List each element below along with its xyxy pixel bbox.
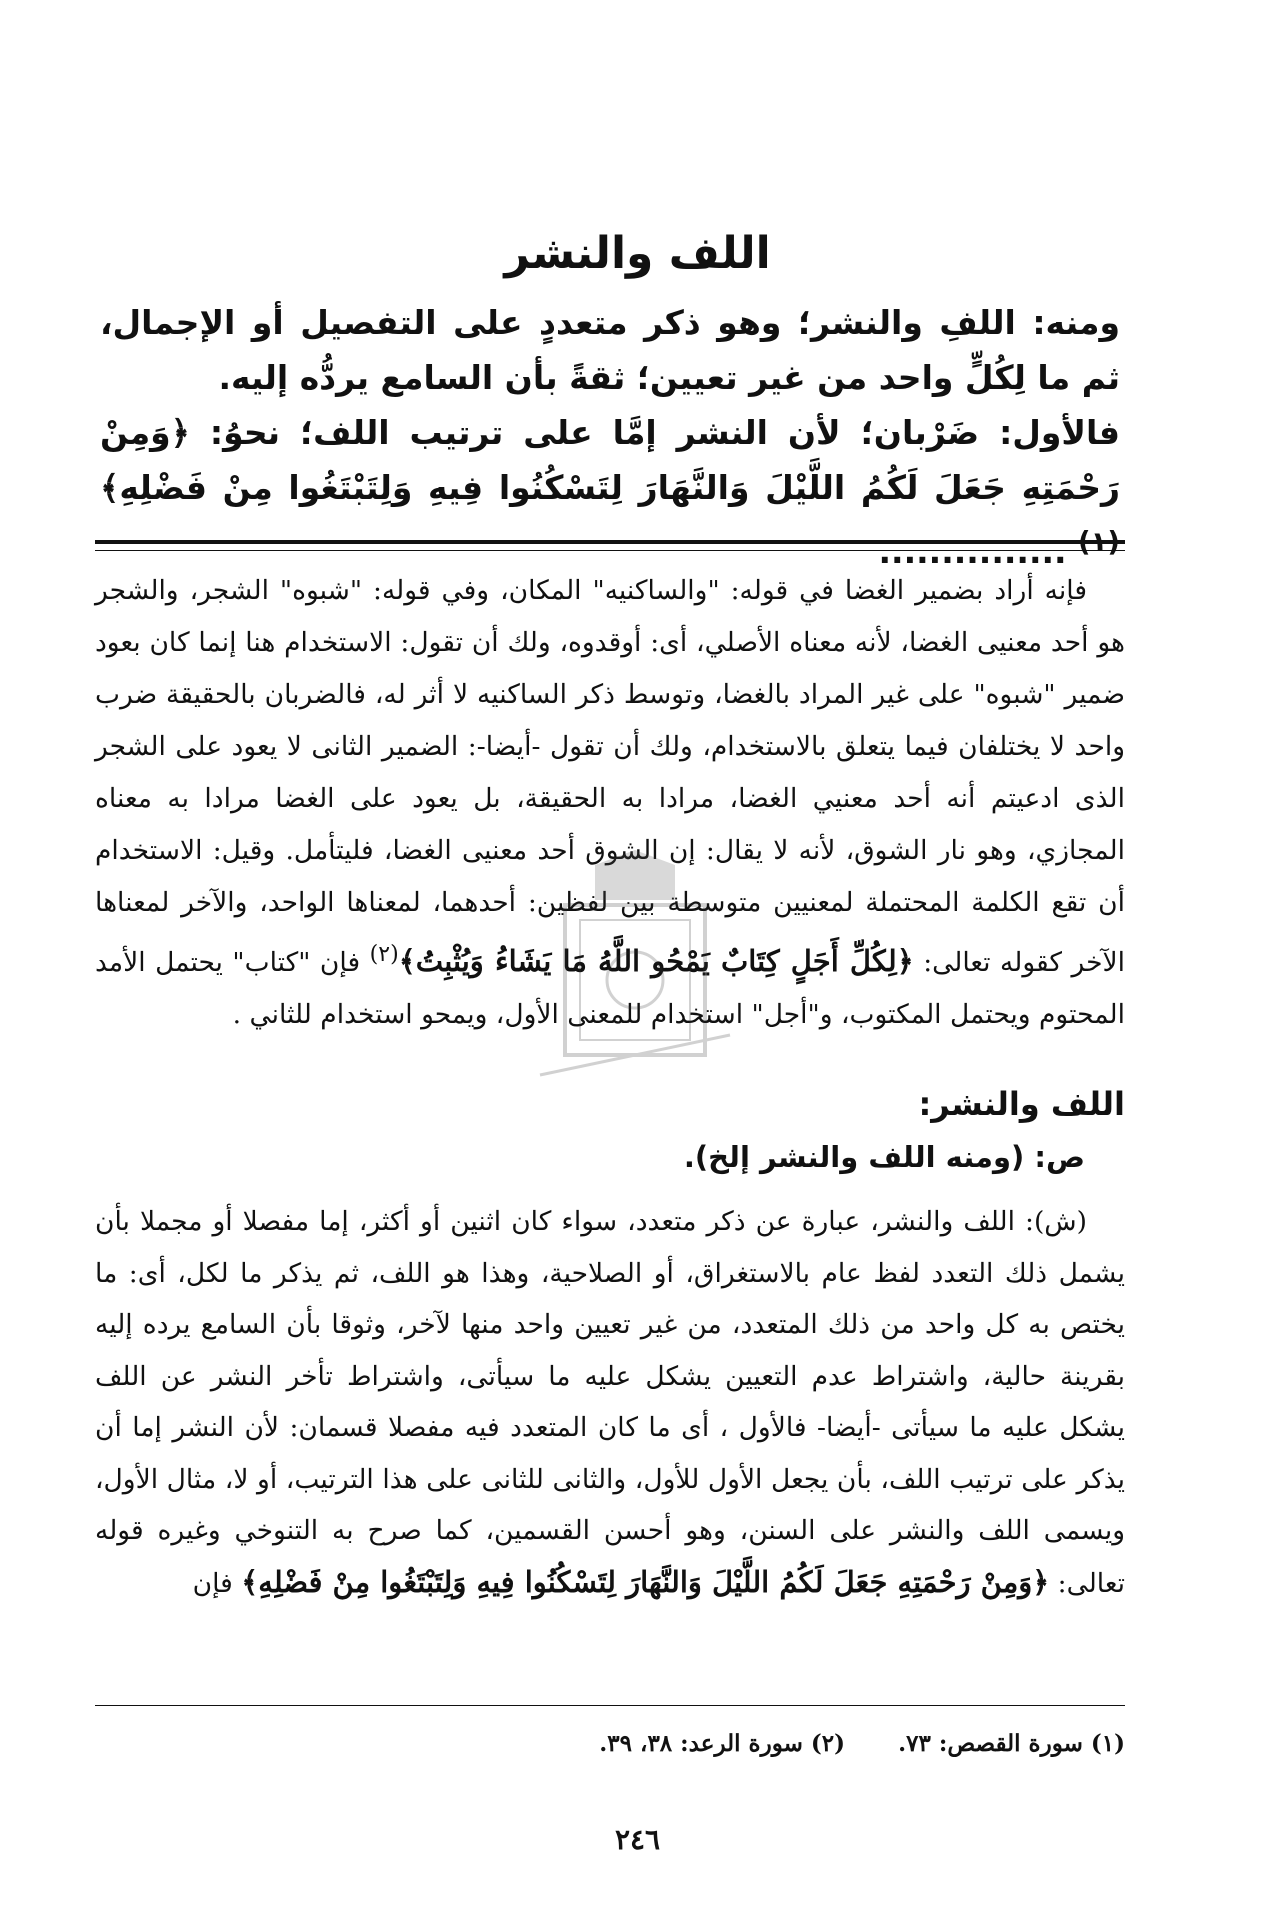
footnotes xyxy=(95,1730,1125,1757)
quran-verse: ﴿وَمِنْ رَحْمَتِهِ جَعَلَ لَكُمُ اللَّيْلَ وَالنَّهَارَ لِتَسْكُنُوا فِيهِ وَلِتَبْتَغُوا مِنْ فَضْلِهِ﴾ xyxy=(241,1564,1050,1599)
page-number: ٢٤٦ xyxy=(614,1823,661,1856)
quran-verse: ﴿وَمِنْ رَحْمَتِهِ جَعَلَ لَكُمُ اللَّيْلَ وَالنَّهَارَ لِتَسْكُنُوا فِيهِ وَلِتَبْتَغُوا مِنْ فَضْلِهِ﴾ xyxy=(100,413,1120,507)
commentary-text-end: فإن "كتاب" يحتمل الأمد المحتوم ويحتمل المكتوب، و"أجل" استخدام للمعنى الأول، ويمحو استخدام للثاني . xyxy=(95,946,1125,1030)
ellipsis: ............... xyxy=(878,532,1079,571)
commentary-text: فإنه أراد بضمير الغضا في قوله: "والساكنيه" المكان، وفي قوله: "شبوه" الشجر، والشجر هو أحد معنيى الغضا، لأنه معناه الأصلي، أى: أوقدوه، ولك أن تقول: الاستخدام هنا إنما كان بعود ضمير "شبوه" على غير المراد بالغضا، وتوسط ذكر الساكنيه لا أثر له، فالضربان بالحقيقة ضرب واحد لا يختلفان فيما يتعلق بالاستخدام، ولك أن تقول -أيضا-: الضمير الثانى لا يعود على الشجر الذى ادعيتم أنه أحد معنيي الغضا، مرادا به الحقيقة، بل يعود على الغضا مرادا به معناه المجازي، وهو نار الشوق، لأنه لا يقال: إن الشوق أحد معنيى الغضا، فليتأمل. وقيل: الاستخدام أن تقع الكلمة المحتملة لمعنيين متوسطة بين لفظين: أحدهما، لمعناها الواحد، والآخر لمعناها الآخر كقوله تعالى: xyxy=(95,575,1125,978)
footnote-rule xyxy=(95,1705,1125,1706)
section-title: اللف والنشر xyxy=(504,228,771,279)
sharh-paragraph xyxy=(95,1196,1125,1609)
commentary xyxy=(95,565,1125,1041)
sharh-text-body: (ش): اللف والنشر، عبارة عن ذكر متعدد، سواء كان اثنين أو أكثر، إما مفصلا أو مجملا بأن يشمل ذلك التعدد لفظ عام بالاستغراق، أو الصلاحية، وهذا هو اللف، ثم يذكر ما لكل، أى: ما يختص به كل واحد من ذلك المتعدد، من غير تعيين واحد منها لآخر، وثوقا بأن السامع يرده إليه بقرينة حالية، واشتراط عدم التعيين يشكل عليه ما سيأتى، واشتراط تأخر النشر عن اللف يشكل عليه ما سيأتى -أيضا- فالأول ، أى ما كان المتعدد فيه مفصلا قسمان: لأن النشر إما أن يذكر على ترتيب اللف، بأن يجعل الأول للأول، والثانى للثانى على هذا الترتيب، أو لا، مثال الأول، ويسمى اللف والنشر على السنن، وهو أحسن القسمين، كما صرح به التنوخي وغيره قوله تعالى: xyxy=(95,1206,1125,1599)
main-text xyxy=(100,295,1120,579)
separator-rule xyxy=(95,540,1125,551)
footnote-2: (٢) سورة الرعد: ٣٨، ٣٩. xyxy=(599,1730,845,1757)
sharh-text xyxy=(95,1196,1125,1609)
sharh-text-end: فإن xyxy=(192,1567,242,1599)
main-paragraph-2 xyxy=(100,405,1120,579)
commentary-paragraph xyxy=(95,565,1125,1041)
quran-verse: ﴿لِكُلِّ أَجَلٍ كِتَابٌ يَمْحُو اللَّهُ مَا يَشَاءُ وَيُثْبِتُ﴾ xyxy=(398,943,914,978)
main-paragraph-2-text: فالأول: ضَرْبان؛ لأن النشر إمَّا على ترتيب اللف؛ نحوُ: xyxy=(189,413,1120,452)
footnote-ref: (١) xyxy=(1078,526,1120,558)
main-paragraph-1: ومنه: اللفِ والنشر؛ وهو ذكر متعددٍ على التفصيل أو الإجمال، ثم ما لِكُلٍّ واحد من غير تعيين؛ ثقةً بأن السامع يردُّه إليه. xyxy=(100,303,1120,397)
footnote-ref: (٢) xyxy=(369,942,399,967)
sub-heading: اللف والنشر: xyxy=(918,1085,1125,1123)
matn-quote: ص: (ومنه اللف والنشر إلخ). xyxy=(683,1140,1085,1174)
footnote-1: (١) سورة القصص: ٧٣. xyxy=(898,1730,1125,1757)
